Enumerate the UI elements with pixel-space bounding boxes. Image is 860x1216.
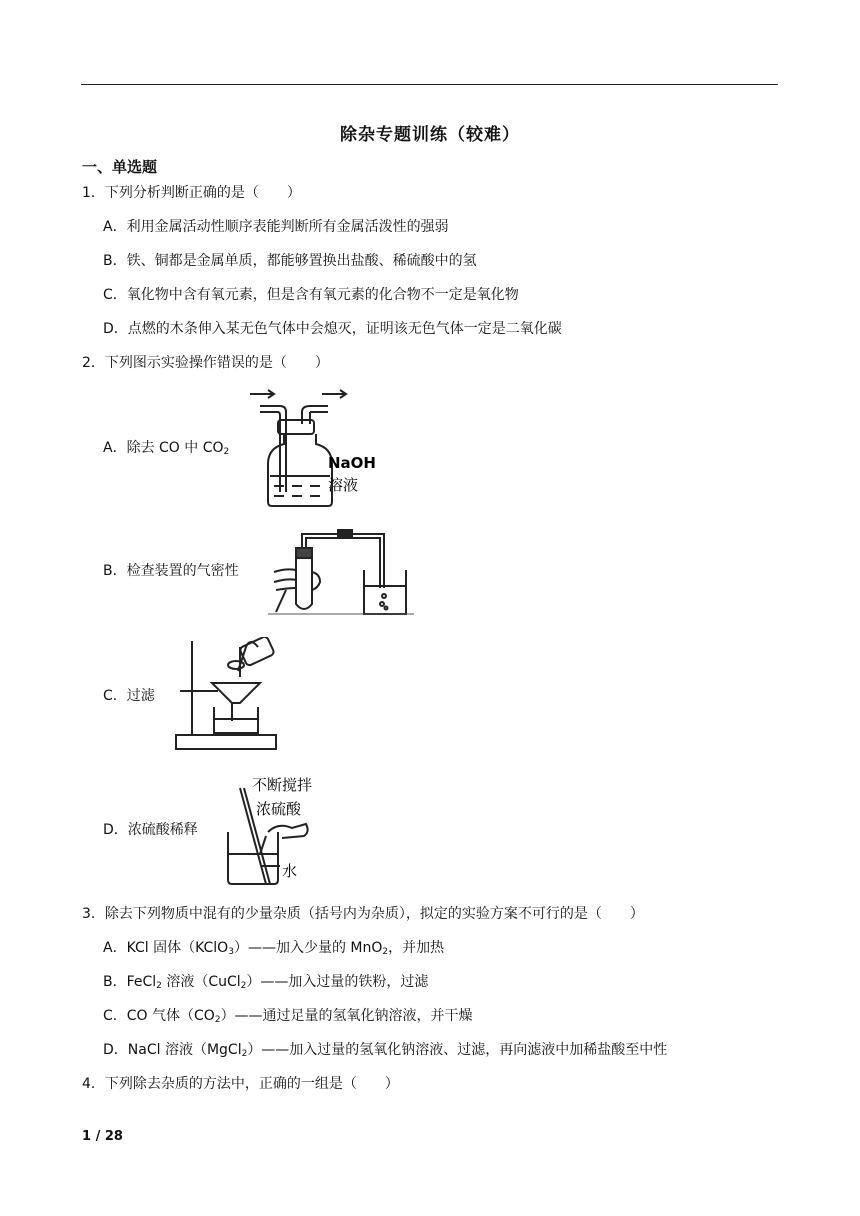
header-rule [81, 84, 778, 85]
naoh-label: NaOH [328, 454, 376, 472]
q2-option-c: C．过滤 [103, 688, 155, 704]
acid-dilution-figure [222, 774, 332, 886]
q1-option-d: D．点燃的木条伸入某无色气体中会熄灭，证明该无色气体一定是二氧化碳 [103, 321, 562, 337]
q1-option-b: B．铁、铜都是金属单质，都能够置换出盐酸、稀硫酸中的氢 [103, 253, 477, 269]
gas-washing-bottle-figure [244, 384, 394, 512]
q4-stem: 4．下列除去杂质的方法中，正确的一组是（ ） [82, 1076, 399, 1092]
q1-option-c: C．氧化物中含有氧元素，但是含有氧元素的化合物不一定是氧化物 [103, 287, 519, 303]
q2-option-b: B．检查装置的气密性 [103, 563, 239, 579]
q2-stem: 2．下列图示实验操作错误的是（ ） [82, 355, 329, 371]
q3-option-b: B．FeCl$_2$ 溶液（CuCl$_2$）——加入过量的铁粉，过滤 [103, 974, 429, 991]
section-heading: 一、单选题 [82, 158, 158, 176]
water-label: 水 [282, 862, 298, 880]
q2-option-d: D．浓硫酸稀释 [103, 822, 198, 838]
q3-option-d: D．NaCl 溶液（MgCl$_2$）——加入过量的氢氧化钠溶液、过滤，再向滤液中加稀盐酸至中性 [103, 1042, 668, 1059]
q3-option-a: A．KCl 固体（KClO$_3$）——加入少量的 MnO$_2$，并加热 [103, 940, 445, 957]
q3-option-c: C．CO 气体$(CO_2)——$通过足量的氢氧化钠溶液，并干燥 [103, 1008, 473, 1025]
page-number: 1 / 28 [82, 1129, 123, 1144]
page-title: 除杂专题训练（较难） [340, 125, 520, 145]
filtration-figure [174, 637, 304, 755]
q1-stem: 1．下列分析判断正确的是（ ） [82, 185, 301, 201]
q3-stem: 3．除去下列物质中混有的少量杂质（括号内为杂质），拟定的实验方案不可行的是（ ） [82, 906, 644, 922]
q1-option-a: A．利用金属活动性顺序表能判断所有金属活泼性的强弱 [103, 219, 449, 235]
q2-option-a: A．除去 CO 中 $CO_2$ [103, 440, 230, 457]
solution-label: 溶液 [328, 476, 359, 494]
airtightness-check-figure [266, 528, 416, 618]
sulfuric-acid-label: 浓硫酸 [256, 800, 302, 818]
stir-label: 不断搅拌 [252, 776, 313, 794]
